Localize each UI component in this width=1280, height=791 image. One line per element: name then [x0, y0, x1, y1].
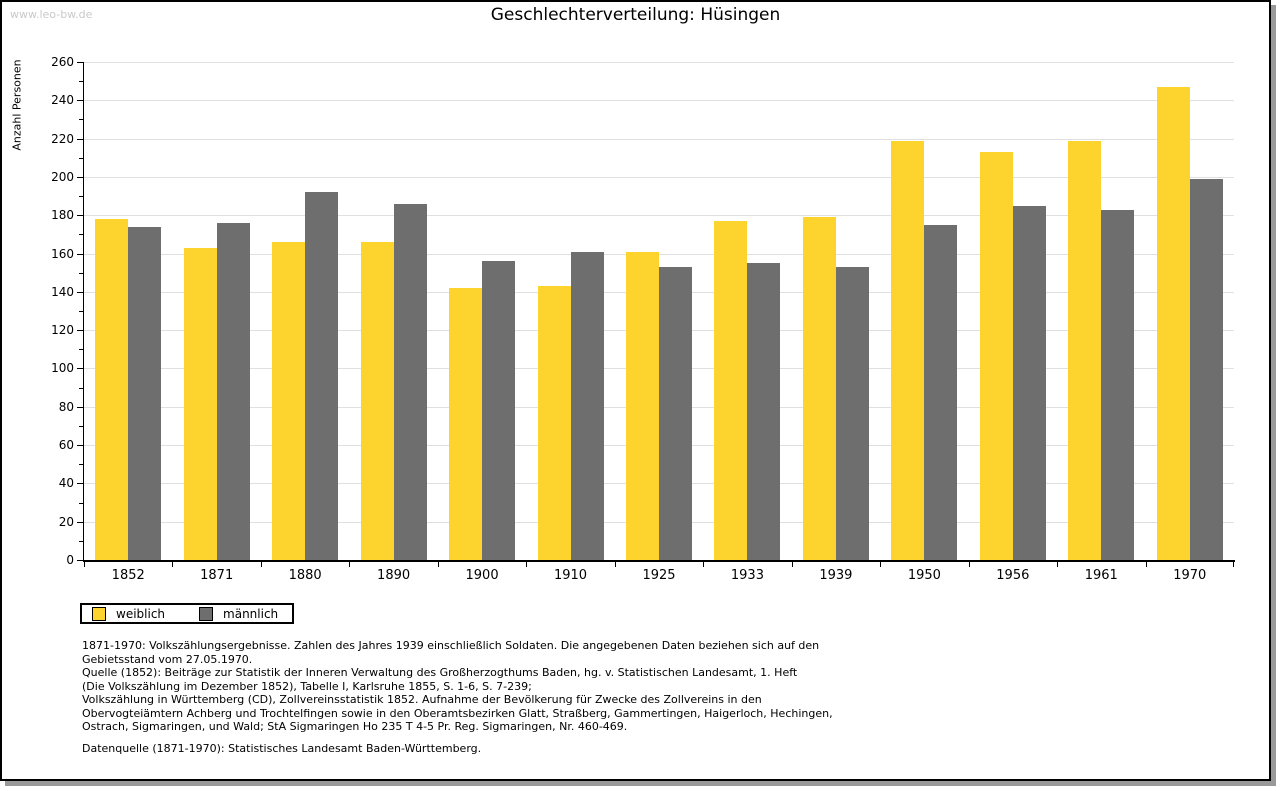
y-major-tick-100: [77, 368, 83, 369]
bar-1933-weiblich: [714, 221, 747, 560]
x-category-label-1933: 1933: [730, 568, 764, 583]
legend-item-weiblich: [92, 607, 165, 621]
bar-1970-weiblich: [1157, 87, 1190, 560]
y-minor-tick-70: [79, 426, 83, 427]
y-axis-line: [83, 62, 84, 562]
bar-1890-weiblich: [361, 242, 394, 560]
y-major-tick-0: [77, 560, 83, 561]
x-boundary-tick-2: [261, 562, 262, 567]
legend-label-maennlich: männlich: [223, 606, 279, 621]
y-tick-label-220: 220: [51, 131, 74, 146]
y-minor-tick-190: [79, 196, 83, 197]
y-minor-tick-250: [79, 81, 83, 82]
y-major-tick-120: [77, 330, 83, 331]
x-boundary-tick-4: [438, 562, 439, 567]
bar-1871-männlich: [217, 223, 250, 560]
y-minor-tick-90: [79, 388, 83, 389]
x-category-label-1871: 1871: [200, 568, 234, 583]
bar-1956-männlich: [1013, 206, 1046, 560]
x-boundary-tick-5: [526, 562, 527, 567]
y-major-tick-140: [77, 292, 83, 293]
y-minor-tick-50: [79, 464, 83, 465]
y-minor-tick-110: [79, 349, 83, 350]
x-category-label-1925: 1925: [642, 568, 676, 583]
bar-1925-männlich: [659, 267, 692, 560]
x-category-label-1950: 1950: [907, 568, 941, 583]
gridline-220: [84, 139, 1234, 140]
legend-label-weiblich: weiblich: [116, 606, 166, 621]
footnote-line-3: Quelle (1852): Beiträge zur Statistik der Inneren Verwaltung des Großherzogthums Baden, hg. v. Statistischen Landesamt, 1. Heft: [82, 666, 798, 679]
gridline-180: [84, 215, 1234, 216]
y-minor-tick-30: [79, 503, 83, 504]
bar-1900-weiblich: [449, 288, 482, 560]
bar-1910-männlich: [571, 252, 604, 560]
y-major-tick-20: [77, 522, 83, 523]
y-tick-label-60: 60: [58, 438, 74, 453]
x-boundary-tick-9: [880, 562, 881, 567]
y-major-tick-220: [77, 139, 83, 140]
x-boundary-tick-13: [1233, 562, 1234, 567]
gridline-200: [84, 177, 1234, 178]
y-major-tick-80: [77, 407, 83, 408]
x-category-label-1900: 1900: [465, 568, 499, 583]
gridline-240: [84, 100, 1234, 101]
footnote-line-1: 1871-1970: Volkszählungsergebnisse. Zahlen des Jahres 1939 einschließlich Soldaten. Die angegebenen Daten beziehen sich auf den: [82, 639, 820, 652]
x-boundary-tick-11: [1057, 562, 1058, 567]
y-major-tick-240: [77, 100, 83, 101]
y-minor-tick-10: [79, 541, 83, 542]
y-tick-label-140: 140: [51, 284, 74, 299]
bar-1939-männlich: [836, 267, 869, 560]
footnote-line-6: Obervogteiämtern Achberg und Trochtelfingen sowie in den Oberamtsbezirken Glatt, Straßberg, Gammertingen, Haigerloch, Hechingen,: [82, 706, 833, 720]
x-category-label-1880: 1880: [288, 568, 322, 583]
y-axis-label: Anzahl Personen: [10, 59, 24, 151]
footnote-line-2: Gebietsstand vom 27.05.1970.: [82, 652, 253, 666]
y-tick-label-80: 80: [58, 399, 74, 414]
datasource-note: Datenquelle (1871-1970): Statistisches Landesamt Baden-Württemberg.: [82, 742, 482, 755]
footnote-line-4: (Die Volkszählung im Dezember 1852), Tabelle I, Karlsruhe 1855, S. 1-6, S. 7-239;: [82, 679, 532, 693]
x-category-label-1961: 1961: [1084, 568, 1118, 583]
y-major-tick-180: [77, 215, 83, 216]
y-tick-label-160: 160: [51, 246, 74, 261]
x-category-label-1910: 1910: [553, 568, 588, 583]
y-major-tick-260: [77, 62, 83, 63]
y-minor-tick-150: [79, 273, 83, 274]
y-minor-tick-170: [79, 234, 83, 235]
bar-1890-männlich: [394, 204, 427, 560]
legend-item-maennlich: [199, 607, 278, 621]
x-category-label-1956: 1956: [996, 568, 1030, 583]
y-minor-tick-210: [79, 158, 83, 159]
y-tick-label-240: 240: [51, 93, 74, 108]
bar-1933-männlich: [747, 263, 780, 560]
bar-1956-weiblich: [980, 152, 1013, 560]
bar-1939-weiblich: [803, 217, 836, 560]
x-boundary-tick-10: [969, 562, 970, 567]
y-tick-label-20: 20: [58, 514, 74, 529]
x-boundary-tick-7: [703, 562, 704, 567]
x-axis-line: [83, 560, 1235, 562]
chart-title: Geschlechterverteilung: Hüsingen: [490, 5, 781, 25]
gridline-260: [84, 62, 1234, 63]
x-category-label-1939: 1939: [819, 568, 853, 583]
bar-1871-weiblich: [184, 248, 217, 560]
bar-1961-weiblich: [1068, 141, 1101, 560]
legend-swatch-weiblich: [92, 607, 106, 621]
bar-1852-männlich: [128, 227, 161, 560]
x-category-label-1852: 1852: [111, 568, 145, 583]
y-minor-tick-230: [79, 119, 83, 120]
x-category-label-1970: 1970: [1173, 568, 1207, 583]
gridline-160: [84, 254, 1234, 255]
bar-1950-männlich: [924, 225, 957, 560]
footnote-line-5: Volkszählung in Württemberg (CD), Zollvereinsstatistik 1852. Aufnahme der Bevölkerung für Zwecke des Zollvereins in den: [82, 693, 762, 706]
y-major-tick-40: [77, 483, 83, 484]
bar-1950-weiblich: [891, 141, 924, 560]
y-tick-label-120: 120: [51, 323, 74, 338]
bar-1880-weiblich: [272, 242, 305, 560]
legend: [80, 603, 294, 624]
y-major-tick-160: [77, 254, 83, 255]
y-tick-label-200: 200: [51, 169, 74, 184]
y-major-tick-200: [77, 177, 83, 178]
y-tick-label-40: 40: [58, 476, 74, 491]
footnotes: [82, 639, 833, 734]
y-tick-label-100: 100: [51, 361, 74, 376]
x-boundary-tick-1: [172, 562, 173, 567]
watermark: www.leo-bw.de: [10, 8, 93, 21]
x-boundary-tick-0: [84, 562, 85, 567]
bar-1880-männlich: [305, 192, 338, 560]
bar-1910-weiblich: [538, 286, 571, 560]
x-boundary-tick-8: [792, 562, 793, 567]
x-boundary-tick-6: [615, 562, 616, 567]
bar-1925-weiblich: [626, 252, 659, 560]
y-minor-tick-130: [79, 311, 83, 312]
y-tick-label-0: 0: [66, 553, 74, 567]
x-boundary-tick-12: [1146, 562, 1147, 567]
y-major-tick-60: [77, 445, 83, 446]
bar-chart-plot-area: [51, 55, 1234, 583]
bar-1900-männlich: [482, 261, 515, 560]
x-boundary-tick-3: [349, 562, 350, 567]
y-tick-label-260: 260: [51, 55, 74, 69]
footnote-line-7: Ostrach, Sigmaringen, und Wald; StA Sigmaringen Ho 235 T 4-5 Pr. Reg. Sigmaringen, Nr. 460-469.: [82, 720, 628, 733]
legend-swatch-maennlich: [199, 607, 213, 621]
bar-1852-weiblich: [95, 219, 128, 560]
bar-1961-männlich: [1101, 210, 1134, 561]
y-tick-label-180: 180: [51, 208, 74, 223]
bar-1970-männlich: [1190, 179, 1223, 560]
x-category-label-1890: 1890: [377, 568, 411, 583]
